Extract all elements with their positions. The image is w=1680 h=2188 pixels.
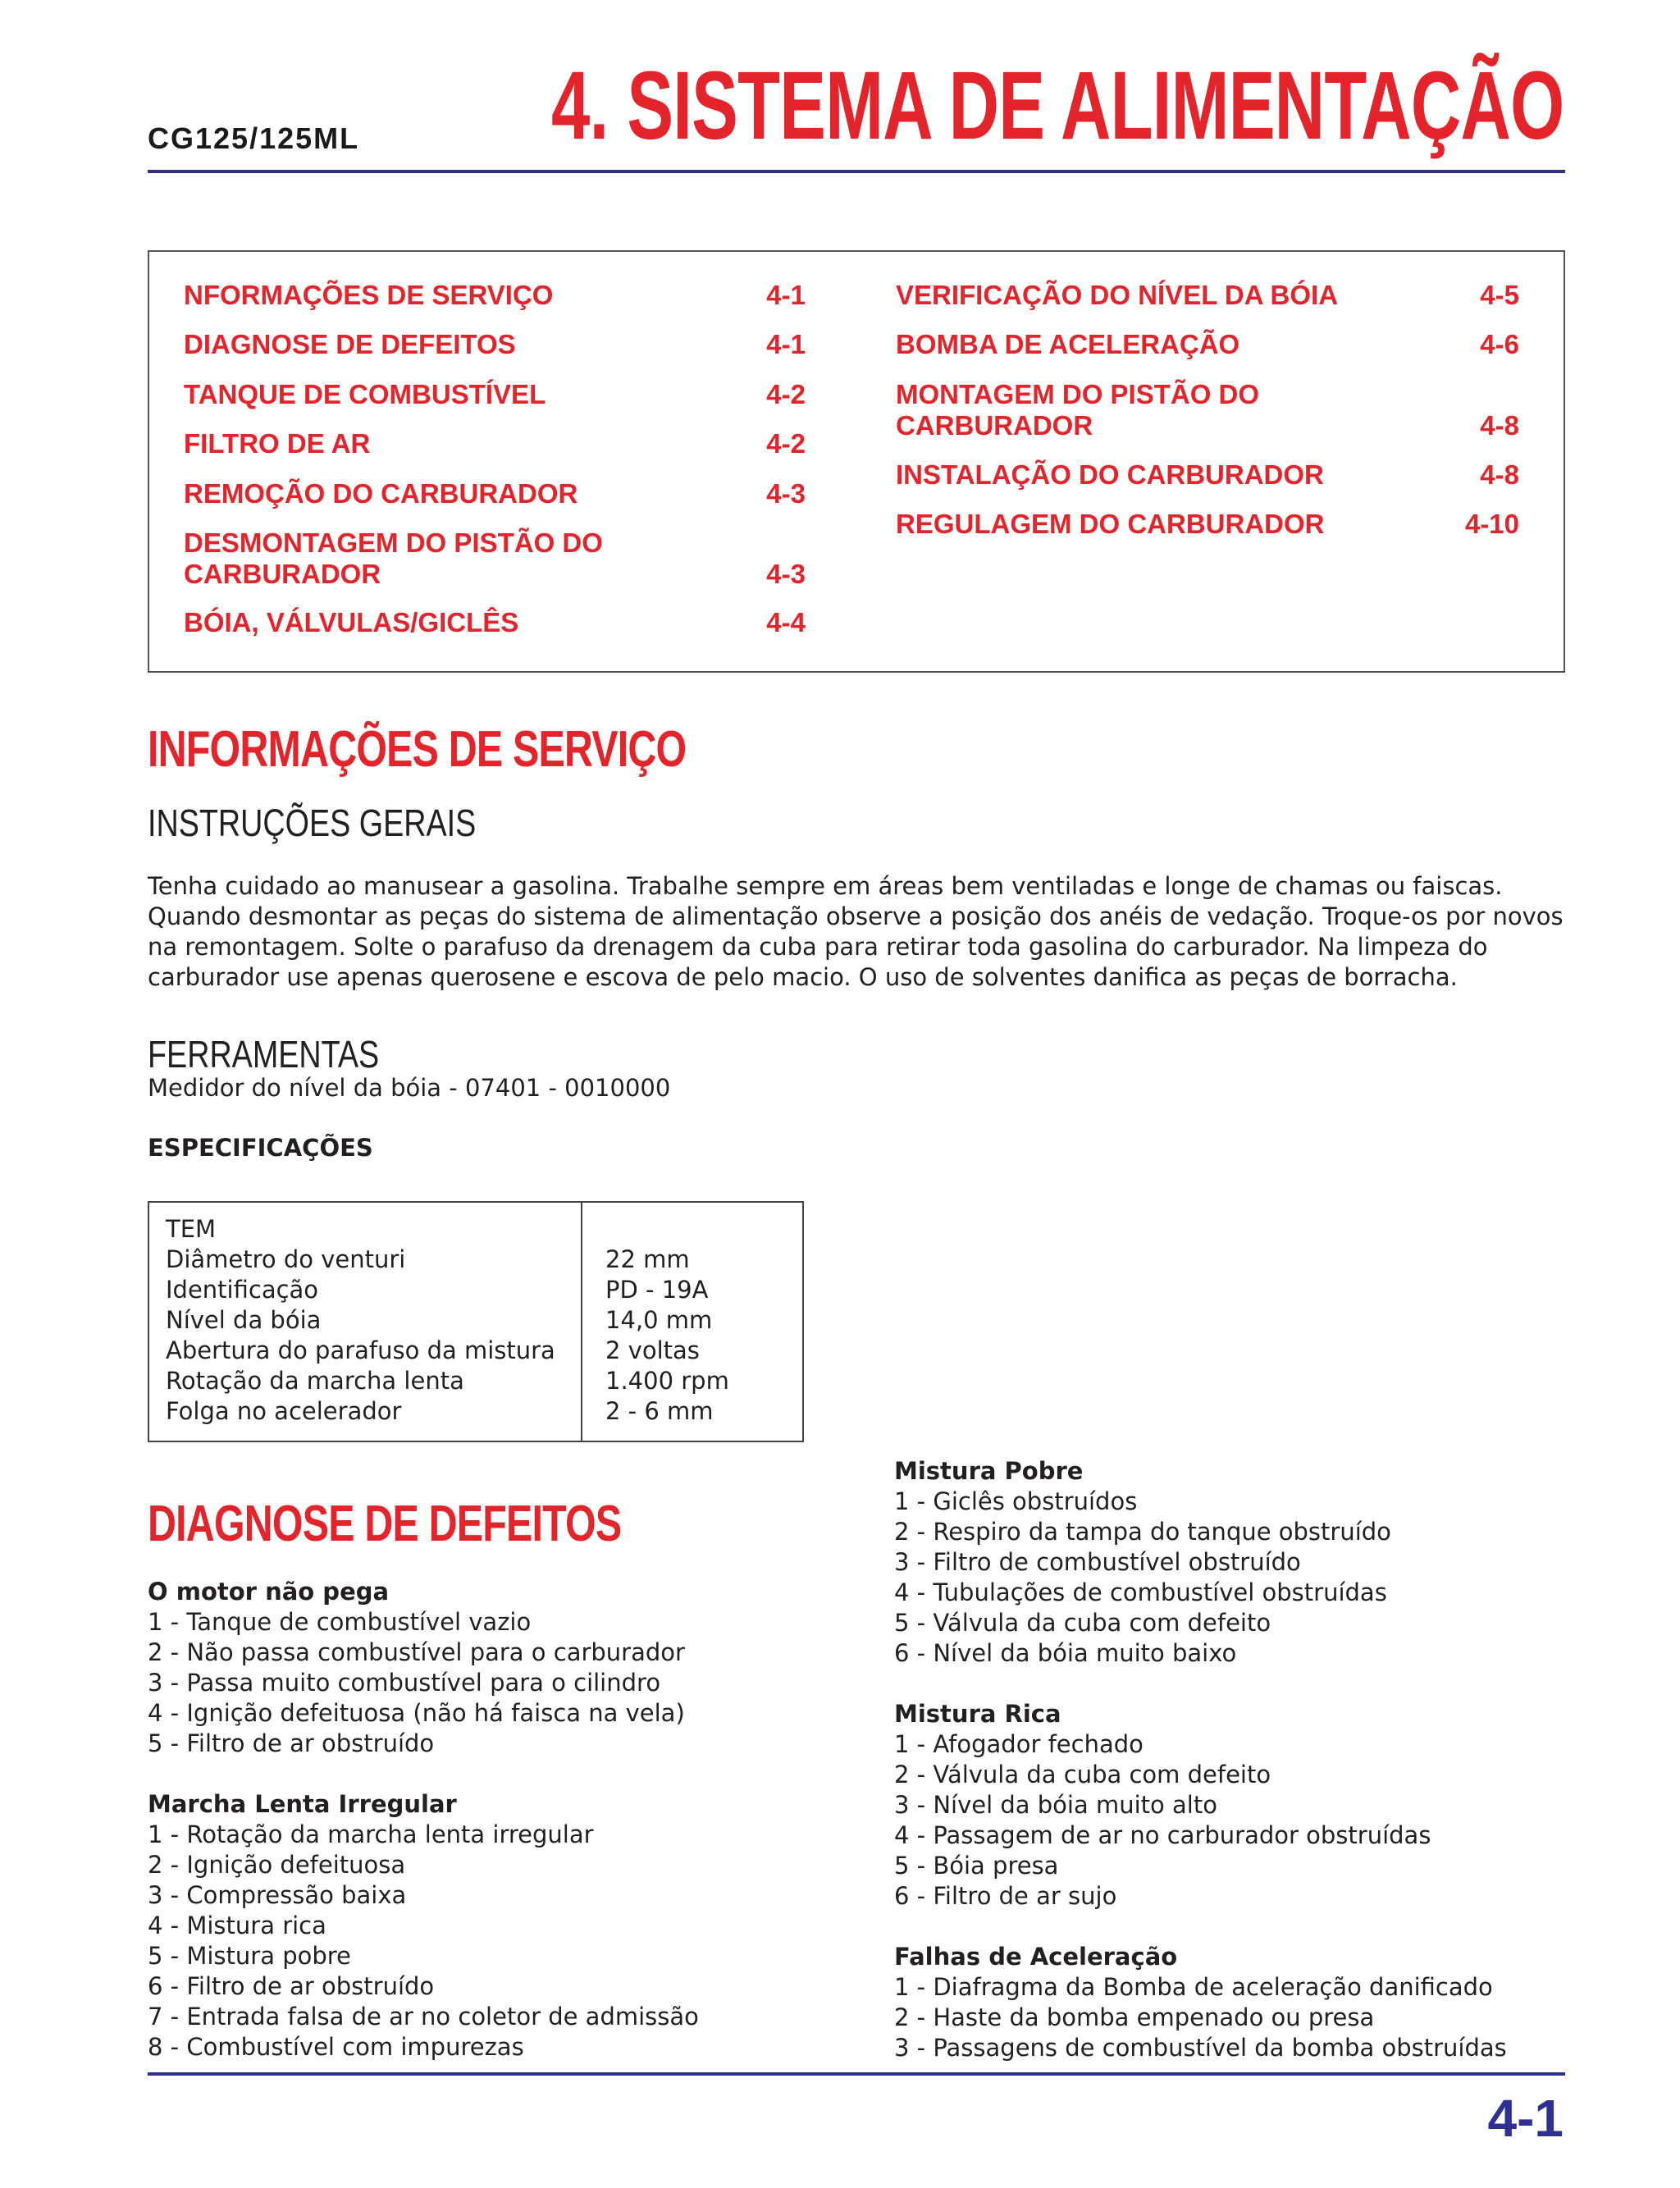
toc-page: 4-2 (766, 379, 806, 409)
toc-item[interactable] (896, 280, 1519, 311)
toc-item[interactable] (184, 379, 806, 410)
list-item: 1 - Rotação da marcha lenta irregular (148, 1820, 594, 1848)
list-item: 3 - Filtro de combustível obstruído (894, 1548, 1301, 1576)
spec-item: Abertura do parafuso da mistura (166, 1336, 555, 1364)
list-title: Mistura Rica (894, 1700, 1061, 1728)
toc-item[interactable] (184, 607, 806, 638)
list-item: 1 - Tanque de combustível vazio (148, 1608, 532, 1636)
toc-item[interactable] (184, 478, 806, 509)
list-item: 2 - Respiro da tampa do tanque obstruído (894, 1518, 1391, 1546)
table-of-contents (148, 250, 1565, 673)
footer-rule (148, 2072, 1565, 2076)
model-label: CG125/125ML (148, 121, 360, 155)
toc-page: 4-6 (1480, 329, 1519, 359)
list-item: 8 - Combustível com impurezas (148, 2033, 524, 2061)
list-item: 3 - Passagens de combustível da bomba obstruídas (894, 2034, 1507, 2062)
list-item: 2 - Ignição defeituosa (148, 1851, 406, 1879)
toc-label: DIAGNOSE DE DEFEITOS (184, 329, 516, 359)
section-heading-service-info: INFORMAÇÕES DE SERVIÇO (148, 721, 687, 778)
toc-page: 4-3 (766, 478, 806, 509)
spec-item: Diâmetro do venturi (166, 1245, 406, 1273)
list-title: Mistura Pobre (894, 1457, 1084, 1485)
list-title: O motor não pega (148, 1578, 390, 1606)
section-heading-troubleshooting: DIAGNOSE DE DEFEITOS (148, 1496, 622, 1552)
spec-value: 1.400 rpm (605, 1367, 729, 1395)
spec-value: PD - 19A (605, 1276, 709, 1304)
list-item: 5 - Filtro de ar obstruído (148, 1729, 435, 1757)
spec-value: 2 - 6 mm (605, 1397, 714, 1425)
toc-label: NFORMAÇÕES DE SERVIÇO (184, 280, 554, 310)
toc-page: 4-1 (766, 329, 806, 359)
specifications-table (148, 1201, 804, 1442)
general-instructions-line: carburador use apenas querosene e escova de pelo macio. O uso de solventes danifica as peças de borracha. (148, 963, 1458, 991)
toc-item[interactable] (896, 379, 1519, 441)
table-divider (581, 1203, 582, 1441)
list-item: 4 - Ignição defeituosa (não há faisca na vela) (148, 1699, 685, 1727)
spec-item: Folga no acelerador (166, 1397, 402, 1425)
toc-label: BOMBA DE ACELERAÇÃO (896, 329, 1240, 359)
toc-label: MONTAGEM DO PISTÃO DO (896, 379, 1260, 409)
page-number: 4-1 (1487, 2089, 1564, 2148)
toc-label: CARBURADOR (184, 559, 381, 589)
spec-value: 14,0 mm (605, 1306, 713, 1334)
general-instructions-line: Tenha cuidado ao manusear a gasolina. Trabalhe sempre em áreas bem ventiladas e longe de chamas ou faiscas. (148, 872, 1503, 900)
list-item: 1 - Giclês obstruídos (894, 1487, 1138, 1515)
spec-item: Nível da bóia (166, 1306, 322, 1334)
lean-mixture-list (894, 1456, 1391, 1669)
list-item: 6 - Nível da bóia muito baixo (894, 1639, 1237, 1667)
general-instructions-line: Quando desmontar as peças do sistema de alimentação observe a posição dos anéis de vedação. Troque-os por novos (148, 902, 1564, 930)
list-item: 7 - Entrada falsa de ar no coletor de admissão (148, 2003, 699, 2030)
toc-label: FILTRO DE AR (184, 428, 371, 459)
list-item: 5 - Bóia presa (894, 1852, 1059, 1880)
toc-item[interactable] (184, 329, 806, 360)
toc-label: DESMONTAGEM DO PISTÃO DO (184, 528, 603, 558)
list-item: 4 - Passagem de ar no carburador obstruídas (894, 1821, 1431, 1849)
list-item: 5 - Mistura pobre (148, 1942, 351, 1970)
list-item: 2 - Haste da bomba empenado ou presa (894, 2003, 1375, 2031)
toc-label: REMOÇÃO DO CARBURADOR (184, 478, 578, 509)
list-item: 6 - Filtro de ar obstruído (148, 1972, 435, 2000)
toc-page: 4-8 (1480, 459, 1519, 490)
toc-item[interactable] (896, 509, 1519, 540)
list-item: 2 - Válvula da cuba com defeito (894, 1761, 1271, 1788)
toc-item[interactable] (896, 459, 1519, 491)
toc-page: 4-2 (766, 428, 806, 459)
spec-item: Rotação da marcha lenta (166, 1367, 464, 1395)
general-instructions-heading: INSTRUÇÕES GERAIS (148, 802, 477, 844)
list-title: Marcha Lenta Irregular (148, 1790, 457, 1818)
header-rule (148, 170, 1565, 173)
list-item: 1 - Afogador fechado (894, 1730, 1144, 1758)
idle-list (148, 1789, 699, 2062)
toc-page: 4-1 (766, 280, 806, 310)
list-item: 6 - Filtro de ar sujo (894, 1882, 1117, 1910)
spec-value: 22 mm (605, 1245, 690, 1273)
chapter-title: 4. SISTEMA DE ALIMENTAÇÃO (550, 52, 1564, 160)
list-item: 3 - Nível da bóia muito alto (894, 1791, 1217, 1819)
list-item: 2 - Não passa combustível para o carburador (148, 1638, 685, 1666)
list-title: Falhas de Aceleração (894, 1943, 1178, 1971)
list-item: 4 - Mistura rica (148, 1912, 326, 1939)
list-item: 1 - Diafragma da Bomba de aceleração danificado (894, 1973, 1493, 2001)
list-item: 3 - Compressão baixa (148, 1881, 407, 1909)
toc-label: CARBURADOR (896, 410, 1093, 441)
list-item: 4 - Tubulações de combustível obstruídas (894, 1578, 1387, 1606)
specs-heading: ESPECIFICAÇÕES (148, 1134, 373, 1162)
toc-page: 4-10 (1464, 509, 1519, 539)
tools-text: Medidor do nível da bóia - 07401 - 0010000 (148, 1074, 671, 1102)
toc-page: 4-4 (766, 607, 806, 637)
spec-items-column (166, 1214, 555, 1427)
toc-item[interactable] (184, 528, 806, 590)
toc-page: 4-3 (766, 559, 806, 589)
toc-label: BÓIA, VÁLVULAS/GICLÊS (184, 607, 519, 637)
toc-page: 4-5 (1480, 280, 1519, 310)
spec-header: TEM (166, 1215, 217, 1243)
toc-label: TANQUE DE COMBUSTÍVEL (184, 379, 546, 409)
toc-label: INSTALAÇÃO DO CARBURADOR (896, 459, 1324, 490)
no-start-list (148, 1577, 685, 1759)
toc-label: VERIFICAÇÃO DO NÍVEL DA BÓIA (896, 280, 1339, 310)
acceleration-failure-list (894, 1942, 1507, 2063)
spec-values-column (605, 1245, 729, 1427)
toc-item[interactable] (184, 428, 806, 459)
toc-label: REGULAGEM DO CARBURADOR (896, 509, 1325, 539)
toc-item[interactable] (896, 329, 1519, 360)
spec-value: 2 voltas (605, 1336, 700, 1364)
general-instructions-line: na remontagem. Solte o parafuso da drenagem da cuba para retirar toda gasolina do carburador. Na limpeza do (148, 933, 1488, 961)
rich-mixture-list (894, 1699, 1431, 1912)
spec-item: Identificação (166, 1276, 319, 1304)
tools-heading: FERRAMENTAS (148, 1033, 380, 1076)
list-item: 5 - Válvula da cuba com defeito (894, 1609, 1271, 1637)
toc-page: 4-8 (1480, 410, 1519, 441)
list-item: 3 - Passa muito combustível para o cilindro (148, 1669, 661, 1697)
toc-item[interactable] (184, 280, 806, 311)
